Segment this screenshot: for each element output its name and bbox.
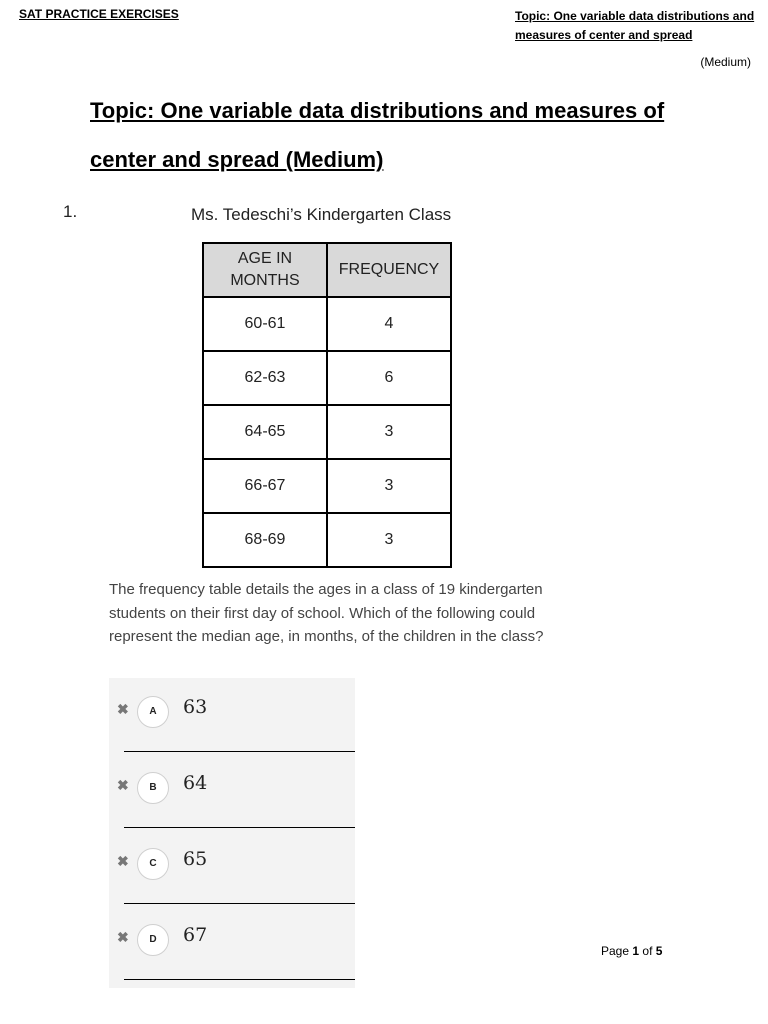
frequency-table [202,242,452,568]
divider [124,903,355,904]
header-left: SAT PRACTICE EXERCISES [19,7,179,21]
choice-c[interactable] [109,830,355,906]
table-cell-age: 66-67 [203,459,327,513]
table-row [203,297,451,351]
table-cell-age: 68-69 [203,513,327,567]
column-header-frequency: FREQUENCY [327,243,451,297]
close-icon[interactable]: ✖ [117,929,129,945]
choice-value: 64 [183,772,208,794]
choice-a[interactable] [109,678,355,754]
question-number: 1. [63,202,78,221]
choice-value: 63 [183,696,208,718]
close-icon[interactable]: ✖ [117,701,129,717]
header-level: (Medium) [700,55,751,69]
divider [124,827,355,828]
column-header-age: AGE IN MONTHS [203,243,327,297]
choice-value: 65 [183,848,208,870]
table-cell-age: 60-61 [203,297,327,351]
divider [124,751,355,752]
table-caption: Ms. Tedeschi’s Kindergarten Class [191,205,452,224]
table-cell-age: 62-63 [203,351,327,405]
question-text: The frequency table details the ages in a class of 19 kindergarten students on their first day of school. Which of the following could represent the median age, in months, of the children in the class? [109,581,544,645]
table-cell-frequency: 6 [327,351,451,405]
choice-b[interactable] [109,754,355,830]
choice-letter-badge[interactable]: A [137,696,169,728]
table-row [203,351,451,405]
choice-letter-badge[interactable]: D [137,924,169,956]
page-current: 1 [632,944,640,958]
table-row [203,405,451,459]
page-title: Topic: One variable data distributions and measures of center and spread (Medium) [90,98,665,172]
table-cell-frequency: 3 [327,513,451,567]
page-number [601,944,662,958]
table-row [203,459,451,513]
table-cell-frequency: 3 [327,459,451,513]
choice-value: 67 [183,924,208,946]
divider [124,979,355,980]
close-icon[interactable]: ✖ [117,853,129,869]
table-row [203,513,451,567]
page-of: of [642,944,653,958]
table-cell-frequency: 4 [327,297,451,351]
table-header-row [203,243,451,297]
page-label: Page [601,944,630,958]
choice-letter-badge[interactable]: C [137,848,169,880]
header-right: Topic: One variable data distributions and measures of center and spread [515,9,755,42]
table-cell-frequency: 3 [327,405,451,459]
choice-letter-badge[interactable]: B [137,772,169,804]
choice-d[interactable] [109,906,355,982]
close-icon[interactable]: ✖ [117,777,129,793]
page-total: 5 [655,944,663,958]
answer-choices [109,678,355,988]
table-cell-age: 64-65 [203,405,327,459]
